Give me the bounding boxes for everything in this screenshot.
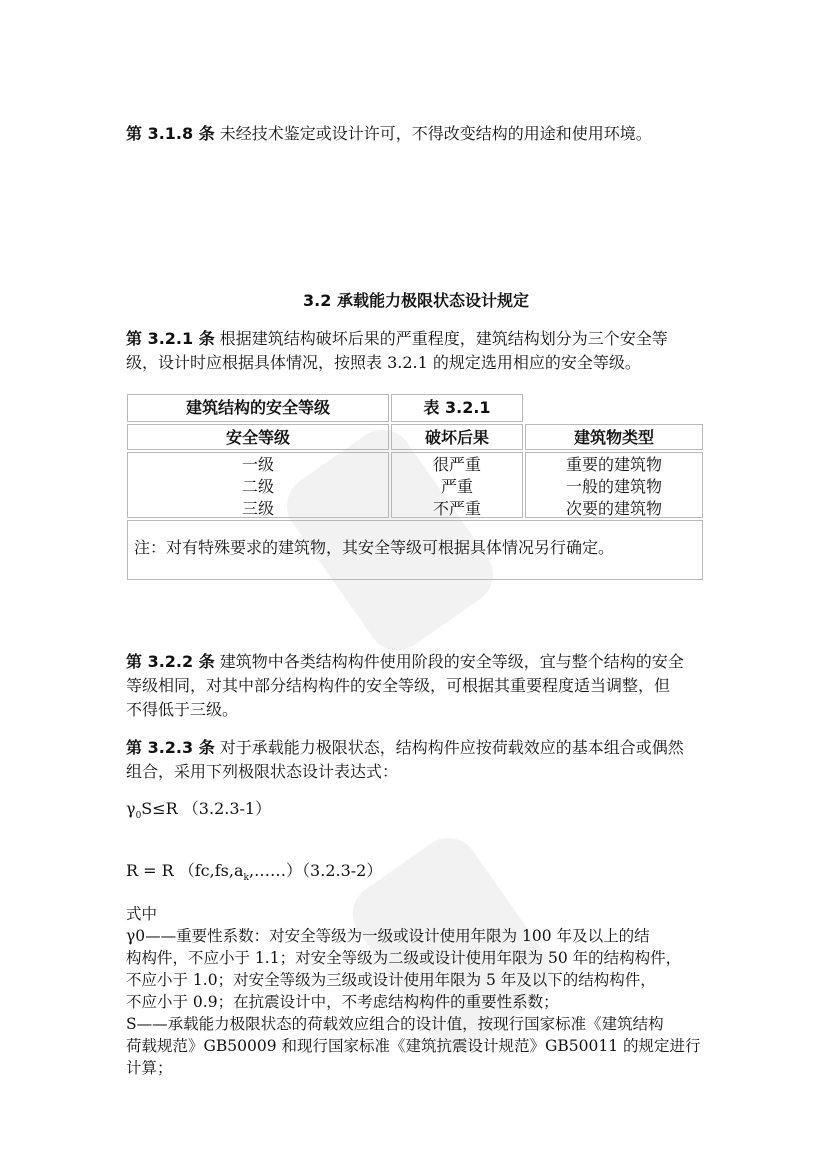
table-cell: 严重 [440,477,473,496]
article-line: 根据建筑结构破坏后果的严重程度，建筑结构划分为三个安全等 [219,329,668,348]
article-line: 级，设计时应根据具体情况，按照表 3.2.1 的规定选用相应的安全等级。 [126,353,641,372]
column-safety-grade [127,452,389,518]
table-cell: 重要的建筑物 [565,455,662,474]
formula-subscript: k [243,873,249,884]
formula-3-2-3-1 [126,797,706,828]
formula-gamma: γ [126,799,136,818]
header-safety-grade: 安全等级 [127,424,389,450]
where-line: 荷载规范》GB50009 和现行国家标准《建筑抗震设计规范》GB50011 的规定进行 [126,1037,701,1055]
where-clause [126,903,706,1079]
where-line: 计算； [126,1059,173,1077]
formula-text: S≤R （3.2.3-1） [141,799,272,818]
article-3-2-3 [126,736,706,784]
header-building-type: 建筑物类型 [525,424,703,450]
table-cell: 很严重 [432,455,481,474]
article-text: 未经技术鉴定或设计许可，不得改变结构的用途和使用环境。 [219,124,652,143]
where-line: S——承载能力极限状态的荷载效应组合的设计值，按现行国家标准《建筑结构 [126,1015,664,1033]
formula-text: ,……）（3.2.3-2） [248,861,383,880]
article-label: 第 3.2.3 条 [126,738,215,757]
where-line: 不应小于 1.0；对安全等级为三级或设计使用年限为 5 年及以下的结构构件， [126,971,656,989]
article-3-2-1 [126,327,706,375]
where-line: 不应小于 0.9；在抗震设计中，不考虑结构构件的重要性系数； [126,993,559,1011]
column-building-type [525,452,703,518]
header-consequence: 破坏后果 [391,424,523,450]
section-title: 3.2 承载能力极限状态设计规定 [303,291,529,310]
table-cell: 次要的建筑物 [565,499,662,518]
article-line: 组合，采用下列极限状态设计表达式： [126,762,399,781]
article-line: 不得低于三级。 [126,700,239,719]
article-3-2-2 [126,650,706,722]
where-heading: 式中 [126,905,158,923]
table-cell: 二级 [241,477,274,496]
article-line: 等级相同，对其中部分结构构件的安全等级，可根据其重要程度适当调整，但 [126,676,671,695]
table-cell: 一级 [241,455,274,474]
column-consequence [391,452,523,518]
table-cell: 一般的建筑物 [565,477,662,496]
where-line: 构构件，不应小于 1.1；对安全等级为二级或设计使用年限为 50 年的结构构件， [126,949,682,967]
formula-text: R = R （fc,fs,a [126,861,244,880]
table-cell: 三级 [241,499,274,518]
table-cell: 不严重 [432,499,481,518]
table-number: 表 3.2.1 [391,394,523,422]
article-line: 对于承载能力极限状态，结构构件应按荷载效应的基本组合或偶然 [219,738,684,757]
formula-subscript: 0 [135,811,142,822]
article-label: 第 3.2.2 条 [126,652,215,671]
table-note: 注：对有特殊要求的建筑物，其安全等级可根据具体情况另行确定。 [127,520,703,580]
article-3-1-8 [126,122,706,146]
where-line: γ0——重要性系数：对安全等级为一级或设计使用年限为 100 年及以上的结 [126,927,650,945]
article-line: 建筑物中各类结构构件使用阶段的安全等级，宜与整个结构的安全 [219,652,684,671]
formula-3-2-3-2 [126,859,706,890]
table-caption: 建筑结构的安全等级 [127,394,389,422]
article-label: 第 3.2.1 条 [126,329,215,348]
article-label: 第 3.1.8 条 [126,124,215,143]
